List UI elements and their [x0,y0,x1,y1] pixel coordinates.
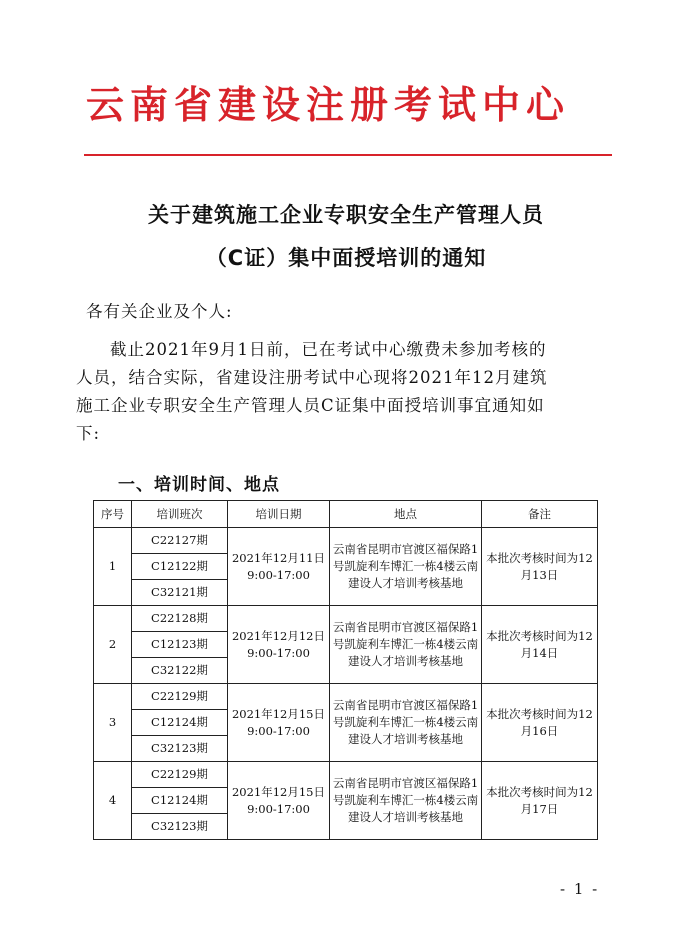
body-line: 下: [76,424,101,443]
class-cell: C32123期 [132,814,228,840]
class-cell: C12124期 [132,788,228,814]
col-header-location: 地点 [330,501,482,528]
date-text: 2021年12月12日 [231,628,326,643]
note-cell: 本批次考核时间为12月14日 [482,606,598,684]
time-text: 9:00-17:00 [247,567,310,582]
section-heading: 一、培训时间、地点 [118,475,280,495]
body-line: 截止2021年9月1日前，已在考试中心缴费未参加考核的 [110,340,547,359]
document-title-line1: 关于建筑施工企业专职安全生产管理人员 [148,203,544,227]
date-text: 2021年12月15日 [231,784,326,799]
date-cell [228,762,330,840]
training-schedule-table [93,500,598,840]
class-cell: C32123期 [132,736,228,762]
table-row [94,606,598,632]
col-header-note: 备注 [482,501,598,528]
body-line: 施工企业专职安全生产管理人员C证集中面授培训事宜通知如 [76,396,545,415]
table-row [94,528,598,554]
greeting: 各有关企业及个人: [86,302,233,321]
class-cell: C22127期 [132,528,228,554]
class-cell: C22128期 [132,606,228,632]
row-number: 1 [94,528,132,606]
date-text: 2021年12月11日 [231,550,326,565]
date-cell [228,606,330,684]
location-cell: 云南省昆明市官渡区福保路1号凯旋利车博汇一栋4楼云南建设人才培训考核基地 [330,762,482,840]
class-cell: C32121期 [132,580,228,606]
col-header-class: 培训班次 [132,501,228,528]
location-cell: 云南省昆明市官渡区福保路1号凯旋利车博汇一栋4楼云南建设人才培训考核基地 [330,684,482,762]
row-number: 2 [94,606,132,684]
date-text: 2021年12月15日 [231,706,326,721]
note-cell: 本批次考核时间为12月17日 [482,762,598,840]
page-number: - 1 - [560,880,600,898]
letterhead-divider [84,154,612,156]
class-cell: C12124期 [132,710,228,736]
table-header-row [94,501,598,528]
class-cell: C12123期 [132,632,228,658]
body-text [76,336,616,448]
date-cell [228,528,330,606]
class-cell: C12122期 [132,554,228,580]
time-text: 9:00-17:00 [247,645,310,660]
col-header-date: 培训日期 [228,501,330,528]
class-cell: C32122期 [132,658,228,684]
date-cell [228,684,330,762]
letterhead-title: 云南省建设注册考试中心 [86,82,571,127]
row-number: 3 [94,684,132,762]
class-cell: C22129期 [132,684,228,710]
class-cell: C22129期 [132,762,228,788]
table-row [94,684,598,710]
table-row [94,762,598,788]
row-number: 4 [94,762,132,840]
note-cell: 本批次考核时间为12月13日 [482,528,598,606]
col-header-no: 序号 [94,501,132,528]
time-text: 9:00-17:00 [247,723,310,738]
time-text: 9:00-17:00 [247,801,310,816]
location-cell: 云南省昆明市官渡区福保路1号凯旋利车博汇一栋4楼云南建设人才培训考核基地 [330,528,482,606]
location-cell: 云南省昆明市官渡区福保路1号凯旋利车博汇一栋4楼云南建设人才培训考核基地 [330,606,482,684]
note-cell: 本批次考核时间为12月16日 [482,684,598,762]
document-title-line2: （C证）集中面授培训的通知 [205,246,487,270]
body-line: 人员，结合实际，省建设注册考试中心现将2021年12月建筑 [76,368,548,387]
